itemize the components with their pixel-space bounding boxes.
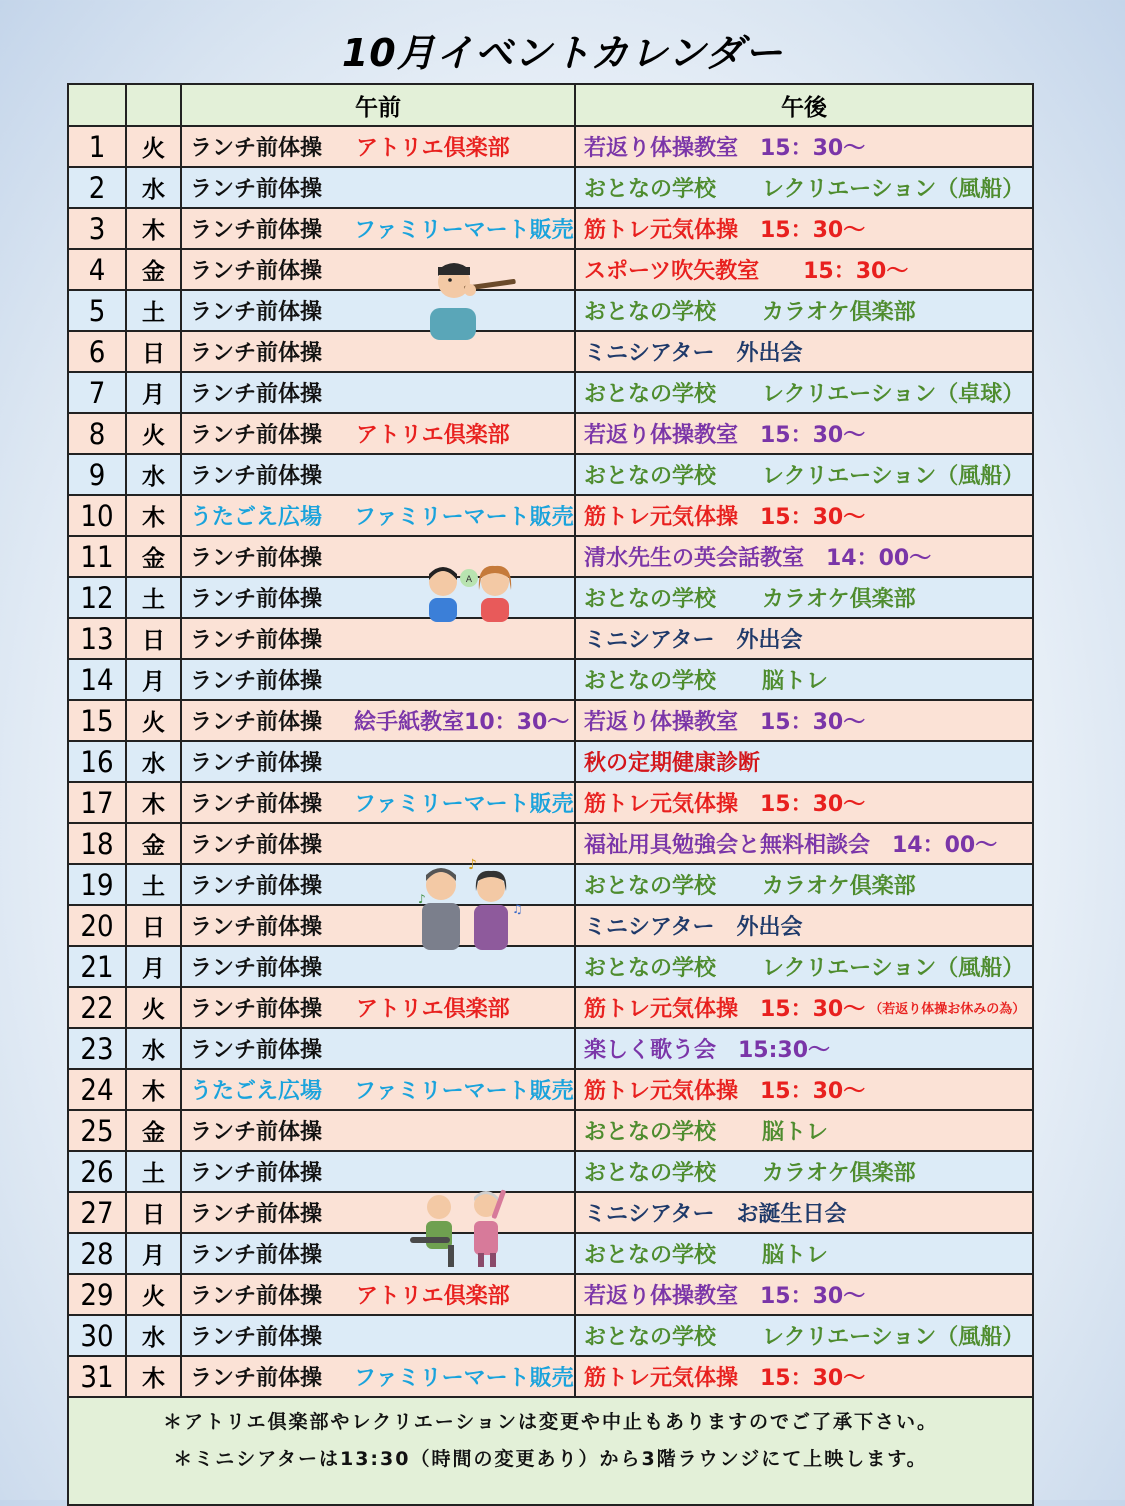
morning-event: うたごえ広場 [190, 505, 323, 530]
morning-event: ランチ前体操 [190, 382, 323, 407]
afternoon-events [576, 168, 1032, 207]
morning-events [182, 1234, 576, 1273]
table-row [69, 168, 1032, 209]
afternoon-event: 筋トレ元気体操 15：30～ [584, 997, 866, 1022]
morning-event: ランチ前体操 [190, 833, 323, 858]
weekday: 木 [127, 1070, 182, 1109]
afternoon-event: レクリエーション（卓球） [762, 382, 1025, 407]
morning-event: ランチ前体操 [190, 1202, 323, 1227]
table-row [69, 373, 1032, 414]
morning-event: ランチ前体操 [190, 259, 323, 284]
morning-events [182, 1316, 576, 1355]
afternoon-events [576, 1234, 1032, 1273]
header-weekday [127, 85, 182, 125]
table-row [69, 824, 1032, 865]
day-number: 9 [69, 455, 127, 494]
afternoon-event: 福祉用具勉強会と無料相談会 14：00～ [584, 833, 998, 858]
afternoon-event: レクリエーション（風船） [762, 464, 1025, 489]
afternoon-events [576, 783, 1032, 822]
day-number: 5 [69, 291, 127, 330]
afternoon-events [576, 496, 1032, 535]
morning-events [182, 209, 576, 248]
svg-text:♪: ♪ [418, 892, 426, 906]
table-row [69, 127, 1032, 168]
morning-event: ランチ前体操 [190, 1325, 323, 1350]
weekday: 火 [127, 1275, 182, 1314]
afternoon-events [576, 414, 1032, 453]
day-number: 25 [69, 1111, 127, 1150]
afternoon-event: 秋の定期健康診断 [584, 751, 761, 776]
weekday: 水 [127, 742, 182, 781]
afternoon-event: レクリエーション（風船） [762, 956, 1025, 981]
morning-event: ランチ前体操 [190, 874, 323, 899]
afternoon-events [576, 291, 1032, 330]
morning-event: ランチ前体操 [190, 751, 323, 776]
english-lesson-kids-icon [425, 560, 515, 622]
morning-events [182, 947, 576, 986]
afternoon-event: 筋トレ元気体操 15：30～ [584, 1366, 866, 1391]
morning-events [182, 1193, 576, 1232]
afternoon-events [576, 906, 1032, 945]
table-row [69, 783, 1032, 824]
afternoon-events [576, 250, 1032, 289]
day-number: 19 [69, 865, 127, 904]
morning-event: アトリエ倶楽部 [356, 1284, 510, 1309]
table-row [69, 947, 1032, 988]
table-body [69, 127, 1032, 1398]
afternoon-event: ミニシアター 外出会 [584, 915, 803, 940]
table-row [69, 1029, 1032, 1070]
table-row [69, 1111, 1032, 1152]
weekday: 月 [127, 947, 182, 986]
day-number: 12 [69, 578, 127, 617]
afternoon-event: ミニシアター お誕生日会 [584, 1202, 847, 1227]
table-row [69, 455, 1032, 496]
morning-events [182, 168, 576, 207]
morning-event: アトリエ倶楽部 [356, 997, 510, 1022]
morning-event: ランチ前体操 [190, 956, 323, 981]
morning-events [182, 127, 576, 166]
afternoon-event: スポーツ吹矢教室 15：30～ [584, 259, 909, 284]
afternoon-events [576, 455, 1032, 494]
day-number: 1 [69, 127, 127, 166]
weekday: 水 [127, 455, 182, 494]
afternoon-event: おとなの学校 [584, 1243, 717, 1268]
morning-events [182, 783, 576, 822]
day-number: 17 [69, 783, 127, 822]
table-row [69, 701, 1032, 742]
morning-event: ランチ前体操 [190, 300, 323, 325]
morning-event: ファミリーマート販売 [354, 218, 574, 243]
afternoon-events [576, 701, 1032, 740]
day-number: 3 [69, 209, 127, 248]
afternoon-event: おとなの学校 [584, 1161, 717, 1186]
footer-note: ＊ミニシアターは13:30（時間の変更あり）から3階ラウンジにて上映します。 [173, 1448, 928, 1470]
morning-event: ランチ前体操 [190, 669, 323, 694]
page-title: 10月イベントカレンダー [341, 31, 784, 75]
afternoon-event: 若返り体操教室 15：30～ [584, 1284, 866, 1309]
table-row [69, 291, 1032, 332]
morning-event: うたごえ広場 [190, 1079, 323, 1104]
weekday: 火 [127, 127, 182, 166]
afternoon-events [576, 988, 1032, 1027]
weekday: 火 [127, 701, 182, 740]
weekday: 金 [127, 250, 182, 289]
morning-event: ランチ前体操 [190, 628, 323, 653]
table-row [69, 537, 1032, 578]
day-number: 31 [69, 1357, 127, 1396]
svg-text:A: A [465, 575, 473, 585]
table-row [69, 209, 1032, 250]
footer-note: ＊アトリエ倶楽部やレクリエーションは変更や中止もありますのでご了承下さい。 [162, 1411, 939, 1433]
day-number: 4 [69, 250, 127, 289]
afternoon-event: カラオケ倶楽部 [762, 587, 916, 612]
morning-events [182, 1070, 576, 1109]
table-row [69, 250, 1032, 291]
svg-text:♪: ♪ [468, 857, 477, 873]
afternoon-events [576, 1275, 1032, 1314]
day-number: 2 [69, 168, 127, 207]
afternoon-event: おとなの学校 [584, 669, 717, 694]
afternoon-event: 若返り体操教室 15：30～ [584, 423, 866, 448]
afternoon-event: 脳トレ [762, 1243, 829, 1268]
morning-event: ランチ前体操 [190, 1120, 323, 1145]
morning-event: ランチ前体操 [190, 464, 323, 489]
afternoon-event: カラオケ倶楽部 [762, 300, 916, 325]
day-number: 8 [69, 414, 127, 453]
weekday: 土 [127, 1152, 182, 1191]
weekday: 木 [127, 783, 182, 822]
morning-event: ランチ前体操 [190, 1161, 323, 1186]
afternoon-event: カラオケ倶楽部 [762, 1161, 916, 1186]
morning-events [182, 1275, 576, 1314]
day-number: 13 [69, 619, 127, 658]
weekday: 土 [127, 865, 182, 904]
day-number: 28 [69, 1234, 127, 1273]
afternoon-event: 筋トレ元気体操 15：30～ [584, 792, 866, 817]
afternoon-event: 若返り体操教室 15：30～ [584, 136, 866, 161]
afternoon-event: 脳トレ [762, 669, 829, 694]
table-row [69, 1357, 1032, 1398]
morning-events [182, 414, 576, 453]
morning-events [182, 660, 576, 699]
afternoon-events [576, 1193, 1032, 1232]
table-row [69, 1152, 1032, 1193]
morning-event: ランチ前体操 [190, 341, 323, 366]
morning-event: ランチ前体操 [190, 177, 323, 202]
morning-event: ファミリーマート販売 [354, 1079, 574, 1104]
day-number: 27 [69, 1193, 127, 1232]
table-row [69, 1070, 1032, 1111]
afternoon-event: 脳トレ [762, 1120, 829, 1145]
afternoon-events [576, 1029, 1032, 1068]
weekday: 日 [127, 1193, 182, 1232]
morning-events [182, 455, 576, 494]
morning-events [182, 742, 576, 781]
afternoon-events [576, 865, 1032, 904]
weekday: 日 [127, 332, 182, 371]
morning-events [182, 988, 576, 1027]
morning-events [182, 701, 576, 740]
morning-events [182, 1111, 576, 1150]
afternoon-event: 筋トレ元気体操 15：30～ [584, 505, 866, 530]
table-header-row [69, 85, 1032, 127]
day-number: 10 [69, 496, 127, 535]
afternoon-events [576, 209, 1032, 248]
karaoke-couple-icon [410, 855, 525, 950]
morning-events [182, 619, 576, 658]
table-row [69, 742, 1032, 783]
day-number: 11 [69, 537, 127, 576]
afternoon-event: おとなの学校 [584, 874, 717, 899]
afternoon-events [576, 1070, 1032, 1109]
weekday: 金 [127, 1111, 182, 1150]
table-row [69, 1275, 1032, 1316]
afternoon-events [576, 947, 1032, 986]
morning-events [182, 1357, 576, 1396]
morning-events [182, 1152, 576, 1191]
weekday: 水 [127, 168, 182, 207]
afternoon-events [576, 373, 1032, 412]
afternoon-event: カラオケ倶楽部 [762, 874, 916, 899]
weekday: 火 [127, 988, 182, 1027]
afternoon-event: ミニシアター 外出会 [584, 628, 803, 653]
morning-event: ランチ前体操 [190, 136, 323, 161]
exercise-seniors-icon [408, 1185, 513, 1267]
weekday: 火 [127, 414, 182, 453]
weekday: 木 [127, 209, 182, 248]
table-row [69, 660, 1032, 701]
day-number: 26 [69, 1152, 127, 1191]
table-row [69, 988, 1032, 1029]
blowgun-man-icon [418, 258, 518, 340]
day-number: 29 [69, 1275, 127, 1314]
afternoon-event: おとなの学校 [584, 464, 717, 489]
morning-events [182, 578, 576, 617]
morning-event: ランチ前体操 [190, 1038, 323, 1063]
afternoon-events [576, 1152, 1032, 1191]
afternoon-events [576, 742, 1032, 781]
morning-event: ランチ前体操 [190, 792, 323, 817]
afternoon-event: おとなの学校 [584, 956, 717, 981]
weekday: 水 [127, 1029, 182, 1068]
weekday: 日 [127, 619, 182, 658]
morning-event: ランチ前体操 [190, 710, 323, 735]
day-number: 18 [69, 824, 127, 863]
morning-event: ファミリーマート販売 [354, 792, 574, 817]
morning-event: ランチ前体操 [190, 997, 323, 1022]
day-number: 21 [69, 947, 127, 986]
afternoon-events [576, 332, 1032, 371]
afternoon-event: おとなの学校 [584, 1120, 717, 1145]
afternoon-event: おとなの学校 [584, 382, 717, 407]
morning-event: ランチ前体操 [190, 1243, 323, 1268]
morning-event: ランチ前体操 [190, 546, 323, 571]
morning-event: ランチ前体操 [190, 218, 323, 243]
table-row [69, 1234, 1032, 1275]
morning-events [182, 496, 576, 535]
morning-event: ファミリーマート販売 [354, 505, 574, 530]
weekday: 月 [127, 373, 182, 412]
afternoon-event: レクリエーション（風船） [762, 1325, 1025, 1350]
day-number: 24 [69, 1070, 127, 1109]
morning-events [182, 1029, 576, 1068]
afternoon-events [576, 660, 1032, 699]
afternoon-events [576, 537, 1032, 576]
table-row [69, 865, 1032, 906]
afternoon-event: ミニシアター 外出会 [584, 341, 803, 366]
morning-event: ランチ前体操 [190, 1284, 323, 1309]
morning-event: ランチ前体操 [190, 1366, 323, 1391]
table-row [69, 578, 1032, 619]
footer-notes [69, 1398, 1032, 1504]
afternoon-event: 筋トレ元気体操 15：30～ [584, 218, 866, 243]
header-day [69, 85, 127, 125]
weekday: 木 [127, 496, 182, 535]
afternoon-event: 清水先生の英会話教室 14：00～ [584, 546, 932, 571]
table-row [69, 414, 1032, 455]
day-number: 23 [69, 1029, 127, 1068]
svg-text:♫: ♫ [512, 902, 523, 916]
afternoon-events [576, 1316, 1032, 1355]
day-number: 22 [69, 988, 127, 1027]
afternoon-event: おとなの学校 [584, 177, 717, 202]
day-number: 15 [69, 701, 127, 740]
afternoon-events [576, 1111, 1032, 1150]
morning-event: ランチ前体操 [190, 915, 323, 940]
weekday: 金 [127, 537, 182, 576]
header-afternoon: 午後 [781, 94, 827, 121]
afternoon-event: おとなの学校 [584, 300, 717, 325]
afternoon-events [576, 824, 1032, 863]
table-row [69, 619, 1032, 660]
morning-event: ランチ前体操 [190, 587, 323, 612]
weekday: 月 [127, 660, 182, 699]
day-number: 16 [69, 742, 127, 781]
weekday: 金 [127, 824, 182, 863]
weekday: 土 [127, 578, 182, 617]
weekday: 土 [127, 291, 182, 330]
morning-event: ファミリーマート販売 [354, 1366, 574, 1391]
weekday: 月 [127, 1234, 182, 1273]
header-morning: 午前 [182, 85, 576, 125]
weekday: 水 [127, 1316, 182, 1355]
afternoon-event: 楽しく歌う会 15:30～ [584, 1038, 831, 1063]
table-row [69, 1193, 1032, 1234]
day-number: 30 [69, 1316, 127, 1355]
morning-events [182, 373, 576, 412]
day-number: 20 [69, 906, 127, 945]
afternoon-event: おとなの学校 [584, 587, 717, 612]
weekday: 日 [127, 906, 182, 945]
afternoon-events [576, 1357, 1032, 1396]
morning-event: 絵手紙教室10：30～ [354, 710, 570, 735]
afternoon-note: （若返り体操お休みの為） [869, 1002, 1026, 1017]
afternoon-events [576, 619, 1032, 658]
afternoon-event: レクリエーション（風船） [762, 177, 1025, 202]
morning-event: ランチ前体操 [190, 423, 323, 448]
table-row [69, 332, 1032, 373]
day-number: 7 [69, 373, 127, 412]
event-calendar-table [67, 83, 1034, 1506]
afternoon-event: おとなの学校 [584, 1325, 717, 1350]
afternoon-events [576, 127, 1032, 166]
afternoon-event: 筋トレ元気体操 15：30～ [584, 1079, 866, 1104]
day-number: 6 [69, 332, 127, 371]
table-row [69, 906, 1032, 947]
weekday: 木 [127, 1357, 182, 1396]
table-row [69, 1316, 1032, 1357]
morning-event: アトリエ倶楽部 [356, 423, 510, 448]
day-number: 14 [69, 660, 127, 699]
morning-events [182, 537, 576, 576]
table-row [69, 496, 1032, 537]
afternoon-events [576, 578, 1032, 617]
afternoon-event: 若返り体操教室 15：30～ [584, 710, 866, 735]
morning-event: アトリエ倶楽部 [356, 136, 510, 161]
